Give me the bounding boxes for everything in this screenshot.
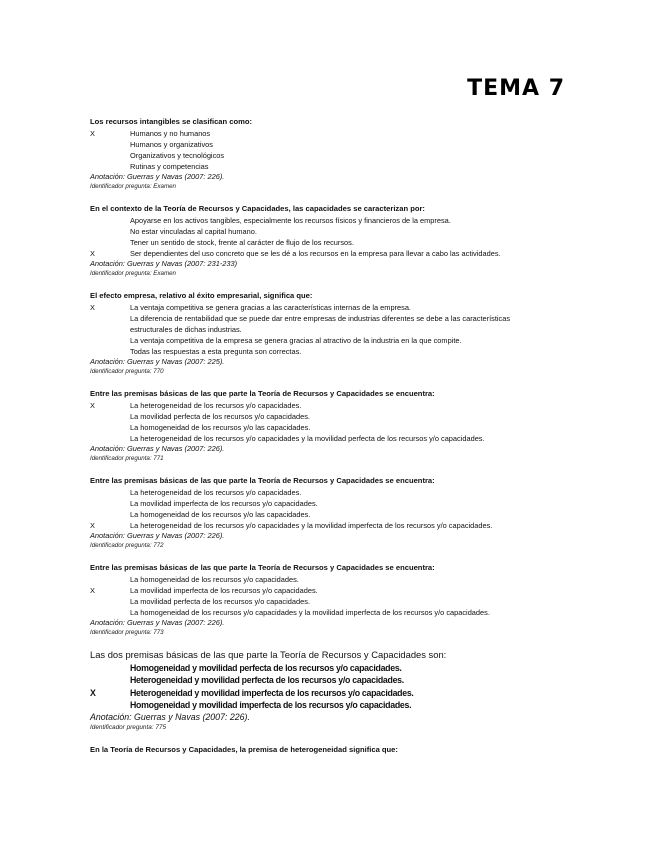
question-title: Las dos premisas básicas de las que parte la Teoría de Recursos y Capacidades son: — [90, 649, 447, 660]
question-id: Identificador pregunta: 771 — [90, 455, 164, 462]
answer-option — [90, 161, 570, 172]
answer-option — [90, 346, 570, 357]
answer-option — [90, 411, 570, 422]
answer-option — [90, 607, 570, 618]
answer-option — [90, 128, 570, 139]
annotation: Anotación: Guerras y Navas (2007: 226). — [90, 618, 225, 627]
answer-text: Ser dependientes del uso concreto que se les dé a los recursos en la empresa para llevar a cabo las actividades. — [130, 249, 501, 258]
answer-mark: X — [90, 249, 95, 258]
answer-option — [90, 248, 570, 259]
answer-text: La homogeneidad de los recursos y/o las capacidades. — [130, 423, 311, 432]
answer-text: estructurales de dichas industrias. — [130, 325, 242, 334]
answer-option — [90, 699, 570, 711]
answer-text: Homogeneidad y movilidad imperfecta de los recursos y/o capacidades. — [130, 699, 412, 710]
answer-option — [90, 324, 570, 335]
answer-mark: X — [90, 129, 95, 138]
answer-option — [90, 302, 570, 313]
question-id: Identificador pregunta: Examen — [90, 183, 176, 190]
answer-option — [90, 596, 570, 607]
answer-text: Heterogeneidad y movilidad imperfecta de los recursos y/o capacidades. — [130, 687, 414, 698]
answer-option — [90, 313, 570, 324]
answer-text: No estar vinculadas al capital humano. — [130, 227, 257, 236]
answer-mark — [90, 596, 130, 607]
answer-mark: X — [90, 401, 95, 410]
answer-text: La heterogeneidad de los recursos y/o capacidades y la movilidad imperfecta de los recursos y/o capacidades. — [130, 521, 493, 530]
answer-option — [90, 520, 570, 531]
answer-option — [90, 662, 570, 674]
answer-mark: X — [90, 687, 96, 698]
answer-mark — [90, 139, 130, 150]
question-title: Entre las premisas básicas de las que parte la Teoría de Recursos y Capacidades se encuentra: — [90, 476, 435, 485]
question-block — [90, 388, 570, 464]
question-title: Los recursos intangibles se clasifican como: — [90, 117, 253, 126]
annotation: Anotación: Guerras y Navas (2007: 226). — [90, 712, 250, 723]
question-block — [90, 744, 570, 755]
answer-mark — [90, 674, 130, 686]
answer-text: La homogeneidad de los recursos y/o capacidades. — [130, 575, 299, 584]
answer-mark — [90, 607, 130, 618]
question-block — [90, 203, 570, 279]
answer-mark — [90, 574, 130, 585]
answer-text: Humanos y organizativos — [130, 140, 213, 149]
answer-text: Heterogeneidad y movilidad perfecta de los recursos y/o capacidades. — [130, 675, 404, 686]
answer-option — [90, 150, 570, 161]
answer-text: Rutinas y competencias — [130, 162, 209, 171]
answer-mark — [90, 509, 130, 520]
question-block — [90, 116, 570, 192]
answer-text: La homogeneidad de los recursos y/o capacidades y la movilidad imperfecta de los recursos y/o capacidades. — [130, 608, 490, 617]
answer-mark — [90, 215, 130, 226]
answer-option — [90, 237, 570, 248]
answer-text: La movilidad imperfecta de los recursos y/o capacidades. — [130, 586, 318, 595]
answer-mark — [90, 313, 130, 324]
answer-text: La heterogeneidad de los recursos y/o capacidades. — [130, 488, 302, 497]
answer-option — [90, 674, 570, 686]
answer-mark — [90, 226, 130, 237]
answer-text: La ventaja competitiva se genera gracias a las características internas de la empresa. — [130, 303, 411, 312]
question-block — [90, 562, 570, 638]
answer-option — [90, 139, 570, 150]
annotation: Anotación: Guerras y Navas (2007: 225). — [90, 357, 225, 366]
answer-option — [90, 687, 570, 699]
question-list — [90, 116, 570, 766]
answer-text: Homogeneidad y movilidad perfecta de los recursos y/o capacidades. — [130, 663, 402, 673]
answer-text: La diferencia de rentabilidad que se puede dar entre empresas de industrias diferentes se debe a las características — [130, 314, 511, 323]
answer-text: La movilidad perfecta de los recursos y/o capacidades. — [130, 597, 310, 606]
answer-mark — [90, 487, 130, 498]
answer-option — [90, 487, 570, 498]
question-title: El efecto empresa, relativo al éxito empresarial, significa que: — [90, 291, 313, 300]
question-id: Identificador pregunta: 770 — [90, 368, 164, 375]
answer-mark: X — [90, 586, 95, 595]
answer-text: La movilidad perfecta de los recursos y/o capacidades. — [130, 412, 310, 421]
question-block — [90, 290, 570, 377]
answer-option — [90, 400, 570, 411]
answer-option — [90, 226, 570, 237]
answer-text: La heterogeneidad de los recursos y/o capacidades y la movilidad perfecta de los recursos y/o capacidades. — [130, 434, 485, 443]
answer-option — [90, 585, 570, 596]
annotation: Anotación: Guerras y Navas (2007: 231-233) — [90, 259, 238, 268]
answer-mark — [90, 150, 130, 161]
annotation: Anotación: Guerras y Navas (2007: 226). — [90, 172, 225, 181]
question-id: Identificador pregunta: 773 — [90, 629, 164, 636]
page-title: TEMA 7 — [467, 76, 565, 101]
answer-mark — [90, 346, 130, 357]
answer-option — [90, 335, 570, 346]
answer-mark — [90, 324, 130, 335]
answer-option — [90, 215, 570, 226]
question-id: Identificador pregunta: 772 — [90, 542, 164, 549]
question-block — [90, 475, 570, 551]
answer-option — [90, 422, 570, 433]
annotation: Anotación: Guerras y Navas (2007: 226). — [90, 444, 225, 453]
answer-text: Tener un sentido de stock, frente al carácter de flujo de los recursos. — [130, 238, 354, 247]
answer-mark — [90, 498, 130, 509]
question-title: En la Teoría de Recursos y Capacidades, la premisa de heterogeneidad significa que: — [90, 745, 398, 755]
answer-mark — [90, 237, 130, 248]
answer-mark — [90, 699, 130, 711]
answer-mark — [90, 422, 130, 433]
question-block — [90, 649, 570, 733]
answer-mark — [90, 411, 130, 422]
answer-mark — [90, 662, 130, 674]
annotation: Anotación: Guerras y Navas (2007: 226). — [90, 531, 225, 540]
answer-mark — [90, 433, 130, 444]
answer-mark: X — [90, 521, 95, 530]
question-title: Entre las premisas básicas de las que parte la Teoría de Recursos y Capacidades se encuentra: — [90, 563, 435, 572]
answer-text: Organizativos y tecnológicos — [130, 151, 225, 160]
answer-mark: X — [90, 303, 95, 312]
question-id: Identificador pregunta: 775 — [90, 724, 167, 732]
answer-text: Todas las respuestas a esta pregunta son correctas. — [130, 347, 302, 356]
answer-option — [90, 433, 570, 444]
question-title: Entre las premisas básicas de las que parte la Teoría de Recursos y Capacidades se encuentra: — [90, 389, 435, 398]
answer-text: La ventaja competitiva de la empresa se genera gracias al atractivo de la industria en la que compite. — [130, 336, 462, 345]
question-id: Identificador pregunta: Examen — [90, 270, 176, 277]
answer-text: La homogeneidad de los recursos y/o las capacidades. — [130, 510, 311, 519]
answer-text: La movilidad imperfecta de los recursos y/o capacidades. — [130, 499, 318, 508]
answer-option — [90, 498, 570, 509]
answer-text: Humanos y no humanos — [130, 129, 211, 138]
answer-mark — [90, 161, 130, 172]
answer-option — [90, 574, 570, 585]
answer-mark — [90, 335, 130, 346]
answer-option — [90, 509, 570, 520]
answer-text: La heterogeneidad de los recursos y/o capacidades. — [130, 401, 302, 410]
answer-text: Apoyarse en los activos tangibles, especialmente los recursos físicos y financieros de la empresa. — [130, 216, 451, 225]
question-title: En el contexto de la Teoría de Recursos y Capacidades, las capacidades se caracterizan por: — [90, 204, 425, 213]
